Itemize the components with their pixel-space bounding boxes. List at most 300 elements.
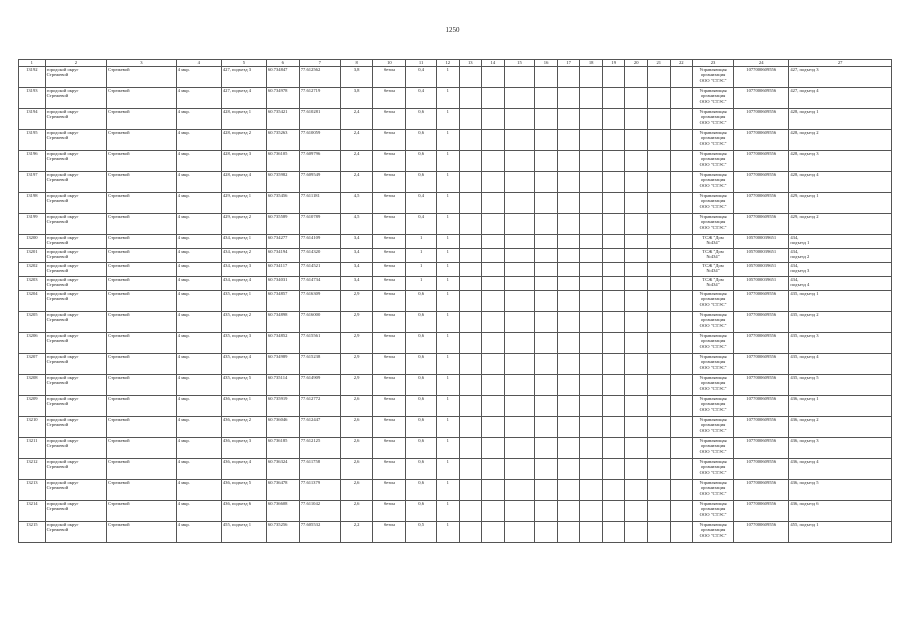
cell-empty <box>459 438 482 459</box>
cell-empty <box>602 522 625 543</box>
cell-vol: 0,6 <box>406 396 437 417</box>
cell-city: Стрежевой <box>107 67 177 88</box>
cell-city: Стрежевой <box>107 333 177 354</box>
cell-addr: 435, подъезд 3 <box>221 333 266 354</box>
cell-src: 435, подъезд 3 <box>789 333 892 354</box>
cell-city: Стрежевой <box>107 459 177 480</box>
cell-lon: 77.614109 <box>299 235 340 249</box>
cell-lat: 60.736105 <box>266 151 299 172</box>
cell-src: 436, подъезд 6 <box>789 501 892 522</box>
cell-dist: 4 мкр. <box>176 291 221 312</box>
cell-dist: 4 мкр. <box>176 375 221 396</box>
table-row <box>19 333 892 354</box>
cell-cover: бетон <box>373 151 406 172</box>
cell-area: 2,6 <box>340 396 373 417</box>
cell-empty <box>625 235 648 249</box>
cell-empty <box>482 214 505 235</box>
cell-addr: 436, подъезд 4 <box>221 459 266 480</box>
cell-mun: городской округ Стрежевой <box>45 396 106 417</box>
cell-mun: городской округ Стрежевой <box>45 109 106 130</box>
cell-cover: бетон <box>373 235 406 249</box>
cell-ogrn: 1077000609556 <box>734 109 789 130</box>
cell-src: 428, подъезд 2 <box>789 130 892 151</box>
cell-mun: городской округ Стрежевой <box>45 522 106 543</box>
cell-lon: 77.612125 <box>299 438 340 459</box>
cell-vol: 0,6 <box>406 291 437 312</box>
cell-empty <box>625 277 648 291</box>
cell-area: 3,4 <box>340 249 373 263</box>
cell-ogrn: 1057000039651 <box>734 249 789 263</box>
cell-empty <box>459 480 482 501</box>
cell-cnt: 1 <box>437 417 460 438</box>
cell-empty <box>625 417 648 438</box>
cell-area: 2,9 <box>340 312 373 333</box>
cell-empty <box>580 151 603 172</box>
cell-org: Управляющая организация ООО "СТЭС" <box>693 333 734 354</box>
cell-dist: 4 мкр. <box>176 249 221 263</box>
cell-empty <box>504 88 535 109</box>
cell-cover: бетон <box>373 375 406 396</box>
table-row <box>19 235 892 249</box>
cell-cnt: 1 <box>437 151 460 172</box>
cell-cover: бетон <box>373 109 406 130</box>
cell-empty <box>625 249 648 263</box>
cell-empty <box>602 438 625 459</box>
cell-empty <box>482 291 505 312</box>
cell-vol: 0,6 <box>406 172 437 193</box>
table-row <box>19 480 892 501</box>
cell-empty <box>504 438 535 459</box>
cell-empty <box>535 333 558 354</box>
table-row <box>19 263 892 277</box>
cell-src: 429, подъезд 2 <box>789 214 892 235</box>
cell-empty <box>602 277 625 291</box>
cell-area: 2,6 <box>340 417 373 438</box>
header-cell: 8 <box>340 60 373 67</box>
cell-empty <box>670 249 693 263</box>
cell-empty <box>459 67 482 88</box>
header-cell: 5 <box>221 60 266 67</box>
cell-addr: 434, подъезд 1 <box>221 235 266 249</box>
cell-mun: городской округ Стрежевой <box>45 214 106 235</box>
cell-org: Управляющая организация ООО "СТЭС" <box>693 522 734 543</box>
cell-lon: 77.616309 <box>299 291 340 312</box>
cell-empty <box>580 291 603 312</box>
cell-src: 435, подъезд 2 <box>789 312 892 333</box>
page-number: 1250 <box>445 26 460 34</box>
cell-lat: 60.736608 <box>266 501 299 522</box>
cell-area: 3,4 <box>340 277 373 291</box>
cell-cnt: 1 <box>437 277 460 291</box>
cell-org: Управляющая организация ООО "СТЭС" <box>693 396 734 417</box>
cell-empty <box>557 354 580 375</box>
cell-empty <box>504 277 535 291</box>
cell-empty <box>459 522 482 543</box>
cell-empty <box>647 396 670 417</box>
cell-empty <box>504 109 535 130</box>
cell-vol: 0,6 <box>406 375 437 396</box>
cell-empty <box>459 172 482 193</box>
cell-src: 428, подъезд 4 <box>789 172 892 193</box>
cell-empty <box>459 277 482 291</box>
cell-empty <box>647 130 670 151</box>
cell-city: Стрежевой <box>107 263 177 277</box>
cell-vol: 0,6 <box>406 312 437 333</box>
cell-n: 13213 <box>19 480 46 501</box>
cell-area: 2,9 <box>340 354 373 375</box>
cell-empty <box>625 130 648 151</box>
cell-mun: городской округ Стрежевой <box>45 193 106 214</box>
cell-empty <box>580 522 603 543</box>
cell-cnt: 1 <box>437 109 460 130</box>
cell-n: 13196 <box>19 151 46 172</box>
cell-mun: городской округ Стрежевой <box>45 130 106 151</box>
cell-empty <box>625 333 648 354</box>
cell-cover: бетон <box>373 130 406 151</box>
cell-cover: бетон <box>373 172 406 193</box>
table-row <box>19 522 892 543</box>
cell-org: Управляющая организация ООО "СТЭС" <box>693 417 734 438</box>
cell-addr: 429, подъезд 1 <box>221 193 266 214</box>
cell-empty <box>482 67 505 88</box>
cell-n: 13197 <box>19 172 46 193</box>
cell-cnt: 1 <box>437 88 460 109</box>
cell-ogrn: 1077000609556 <box>734 333 789 354</box>
cell-ogrn: 1077000609556 <box>734 522 789 543</box>
cell-empty <box>602 396 625 417</box>
cell-empty <box>557 67 580 88</box>
cell-empty <box>625 263 648 277</box>
cell-lat: 60.734989 <box>266 354 299 375</box>
header-cell: 17 <box>557 60 580 67</box>
cell-empty <box>504 522 535 543</box>
cell-cnt: 1 <box>437 291 460 312</box>
cell-ogrn: 1077000609556 <box>734 193 789 214</box>
cell-empty <box>580 333 603 354</box>
cell-area: 2,4 <box>340 109 373 130</box>
cell-lat: 60.734194 <box>266 249 299 263</box>
cell-vol: 0,6 <box>406 501 437 522</box>
cell-empty <box>459 501 482 522</box>
cell-empty <box>459 263 482 277</box>
cell-empty <box>647 109 670 130</box>
cell-src: 434, подъезд 3 <box>789 263 892 277</box>
cell-area: 3,8 <box>340 67 373 88</box>
header-cell: 23 <box>693 60 734 67</box>
cell-mun: городской округ Стрежевой <box>45 263 106 277</box>
cell-addr: 436, подъезд 2 <box>221 417 266 438</box>
cell-mun: городской округ Стрежевой <box>45 459 106 480</box>
cell-lon: 77.614909 <box>299 375 340 396</box>
cell-empty <box>647 312 670 333</box>
cell-ogrn: 1057000039651 <box>734 263 789 277</box>
cell-empty <box>535 263 558 277</box>
cell-lon: 77.610789 <box>299 214 340 235</box>
cell-empty <box>647 214 670 235</box>
cell-n: 13199 <box>19 214 46 235</box>
table-row <box>19 312 892 333</box>
cell-org: Управляющая организация ООО "СТЭС" <box>693 291 734 312</box>
cell-n: 13204 <box>19 291 46 312</box>
cell-empty <box>670 354 693 375</box>
cell-city: Стрежевой <box>107 249 177 263</box>
cell-empty <box>504 235 535 249</box>
cell-empty <box>504 263 535 277</box>
cell-vol: 0,6 <box>406 417 437 438</box>
cell-empty <box>459 333 482 354</box>
cell-lon: 77.612719 <box>299 88 340 109</box>
cell-addr: 436, подъезд 6 <box>221 501 266 522</box>
cell-lon: 77.609549 <box>299 172 340 193</box>
cell-addr: 455, подъезд 1 <box>221 522 266 543</box>
cell-empty <box>602 375 625 396</box>
cell-lon: 77.611181 <box>299 193 340 214</box>
cell-city: Стрежевой <box>107 214 177 235</box>
cell-empty <box>482 263 505 277</box>
cell-lat: 60.735919 <box>266 396 299 417</box>
cell-dist: 4 мкр. <box>176 277 221 291</box>
cell-city: Стрежевой <box>107 109 177 130</box>
cell-empty <box>504 375 535 396</box>
cell-org: Управляющая организация ООО "СТЭС" <box>693 438 734 459</box>
cell-empty <box>459 109 482 130</box>
cell-empty <box>647 88 670 109</box>
cell-mun: городской округ Стрежевой <box>45 501 106 522</box>
cell-addr: 436, подъезд 1 <box>221 396 266 417</box>
cell-n: 13211 <box>19 438 46 459</box>
cell-mun: городской округ Стрежевой <box>45 88 106 109</box>
cell-org: Управляющая организация ООО "СТЭС" <box>693 109 734 130</box>
cell-ogrn: 1077000609556 <box>734 151 789 172</box>
table-row <box>19 354 892 375</box>
cell-empty <box>647 193 670 214</box>
cell-empty <box>647 235 670 249</box>
cell-src: 436, подъезд 4 <box>789 459 892 480</box>
cell-cover: бетон <box>373 193 406 214</box>
cell-empty <box>647 277 670 291</box>
cell-area: 2,4 <box>340 172 373 193</box>
cell-dist: 4 мкр. <box>176 172 221 193</box>
cell-empty <box>482 88 505 109</box>
cell-n: 13215 <box>19 522 46 543</box>
cell-empty <box>504 396 535 417</box>
cell-n: 13205 <box>19 312 46 333</box>
cell-empty <box>482 151 505 172</box>
cell-empty <box>482 312 505 333</box>
cell-lon: 77.612562 <box>299 67 340 88</box>
cell-lat: 60.735456 <box>266 193 299 214</box>
cell-org: Управляющая организация ООО "СТЭС" <box>693 501 734 522</box>
cell-mun: городской округ Стрежевой <box>45 480 106 501</box>
cell-lat: 60.734847 <box>266 67 299 88</box>
cell-cover: бетон <box>373 249 406 263</box>
table-row <box>19 277 892 291</box>
cell-lat: 60.734852 <box>266 333 299 354</box>
cell-dist: 4 мкр. <box>176 417 221 438</box>
cell-ogrn: 1057000039651 <box>734 277 789 291</box>
header-cell: 4 <box>176 60 221 67</box>
cell-empty <box>647 501 670 522</box>
cell-org: Управляющая организация ООО "СТЭС" <box>693 130 734 151</box>
cell-empty <box>647 375 670 396</box>
cell-src: 429, подъезд 1 <box>789 193 892 214</box>
cell-empty <box>557 480 580 501</box>
cell-mun: городской округ Стрежевой <box>45 417 106 438</box>
header-cell: 6 <box>266 60 299 67</box>
cell-city: Стрежевой <box>107 172 177 193</box>
cell-empty <box>670 193 693 214</box>
table-row <box>19 375 892 396</box>
cell-org: ТСЖ "Дом №434" <box>693 277 734 291</box>
cell-cover: бетон <box>373 88 406 109</box>
cell-empty <box>557 235 580 249</box>
cell-empty <box>580 375 603 396</box>
cell-vol: 1 <box>406 235 437 249</box>
cell-area: 2,6 <box>340 501 373 522</box>
cell-empty <box>459 459 482 480</box>
cell-cnt: 1 <box>437 312 460 333</box>
cell-cover: бетон <box>373 263 406 277</box>
cell-mun: городской округ Стрежевой <box>45 375 106 396</box>
cell-src: 434, подъезд 4 <box>789 277 892 291</box>
cell-n: 13201 <box>19 249 46 263</box>
cell-empty <box>482 354 505 375</box>
cell-empty <box>535 375 558 396</box>
cell-area: 3,4 <box>340 235 373 249</box>
cell-empty <box>482 522 505 543</box>
cell-empty <box>504 193 535 214</box>
cell-empty <box>602 417 625 438</box>
cell-empty <box>625 438 648 459</box>
table-row <box>19 151 892 172</box>
cell-empty <box>580 88 603 109</box>
cell-empty <box>482 109 505 130</box>
cell-city: Стрежевой <box>107 501 177 522</box>
cell-empty <box>482 172 505 193</box>
cell-empty <box>504 333 535 354</box>
cell-dist: 4 мкр. <box>176 333 221 354</box>
cell-cover: бетон <box>373 312 406 333</box>
cell-empty <box>625 522 648 543</box>
cell-n: 13193 <box>19 88 46 109</box>
cell-addr: 434, подъезд 4 <box>221 277 266 291</box>
header-cell: 14 <box>482 60 505 67</box>
cell-cnt: 1 <box>437 333 460 354</box>
cell-ogrn: 1077000609556 <box>734 67 789 88</box>
cell-empty <box>459 375 482 396</box>
cell-lon: 77.609796 <box>299 151 340 172</box>
cell-dist: 4 мкр. <box>176 193 221 214</box>
cell-cnt: 1 <box>437 480 460 501</box>
cell-lon: 77.612447 <box>299 417 340 438</box>
cell-empty <box>602 88 625 109</box>
cell-empty <box>670 375 693 396</box>
cell-empty <box>670 277 693 291</box>
cell-mun: городской округ Стрежевой <box>45 235 106 249</box>
cell-empty <box>535 88 558 109</box>
cell-empty <box>459 396 482 417</box>
cell-empty <box>504 291 535 312</box>
cell-empty <box>459 193 482 214</box>
cell-addr: 427, подъезд 3 <box>221 67 266 88</box>
cell-empty <box>557 291 580 312</box>
cell-cover: бетон <box>373 277 406 291</box>
cell-empty <box>602 501 625 522</box>
cell-org: Управляющая организация ООО "СТЭС" <box>693 459 734 480</box>
cell-mun: городской округ Стрежевой <box>45 277 106 291</box>
cell-empty <box>647 438 670 459</box>
cell-empty <box>670 151 693 172</box>
cell-city: Стрежевой <box>107 522 177 543</box>
header-cell: 24 <box>734 60 789 67</box>
cell-lat: 60.734898 <box>266 312 299 333</box>
cell-empty <box>504 417 535 438</box>
cell-empty <box>647 480 670 501</box>
cell-empty <box>535 214 558 235</box>
cell-empty <box>647 522 670 543</box>
cell-addr: 427, подъезд 4 <box>221 88 266 109</box>
cell-empty <box>670 396 693 417</box>
cell-ogrn: 1077000609556 <box>734 130 789 151</box>
cell-empty <box>535 277 558 291</box>
cell-empty <box>482 501 505 522</box>
cell-empty <box>535 193 558 214</box>
cell-dist: 4 мкр. <box>176 235 221 249</box>
cell-n: 13192 <box>19 67 46 88</box>
cell-empty <box>580 417 603 438</box>
cell-mun: городской округ Стрежевой <box>45 291 106 312</box>
cell-org: Управляющая организация ООО "СТЭС" <box>693 312 734 333</box>
cell-dist: 4 мкр. <box>176 396 221 417</box>
table-row <box>19 88 892 109</box>
cell-lat: 60.735421 <box>266 109 299 130</box>
cell-cnt: 1 <box>437 130 460 151</box>
cell-empty <box>580 501 603 522</box>
table-row <box>19 214 892 235</box>
header-cell: 3 <box>107 60 177 67</box>
cell-empty <box>535 396 558 417</box>
cell-empty <box>535 151 558 172</box>
header-cell: 1 <box>19 60 46 67</box>
cell-lon: 77.614521 <box>299 263 340 277</box>
cell-empty <box>647 459 670 480</box>
cell-cnt: 1 <box>437 459 460 480</box>
cell-city: Стрежевой <box>107 291 177 312</box>
cell-lat: 60.735263 <box>266 130 299 151</box>
cell-addr: 428, подъезд 4 <box>221 172 266 193</box>
cell-empty <box>557 151 580 172</box>
cell-lat: 60.736478 <box>266 480 299 501</box>
cell-n: 13195 <box>19 130 46 151</box>
cell-cover: бетон <box>373 522 406 543</box>
cell-city: Стрежевой <box>107 277 177 291</box>
cell-mun: городской округ Стрежевой <box>45 312 106 333</box>
cell-cover: бетон <box>373 396 406 417</box>
header-cell: 10 <box>373 60 406 67</box>
table-row <box>19 501 892 522</box>
cell-empty <box>580 354 603 375</box>
data-table <box>18 59 892 543</box>
cell-lon: 77.611758 <box>299 459 340 480</box>
table-row <box>19 67 892 88</box>
cell-cover: бетон <box>373 438 406 459</box>
cell-city: Стрежевой <box>107 130 177 151</box>
cell-empty <box>670 459 693 480</box>
cell-ogrn: 1077000609556 <box>734 88 789 109</box>
cell-mun: городской округ Стрежевой <box>45 67 106 88</box>
cell-dist: 4 мкр. <box>176 109 221 130</box>
cell-empty <box>557 130 580 151</box>
